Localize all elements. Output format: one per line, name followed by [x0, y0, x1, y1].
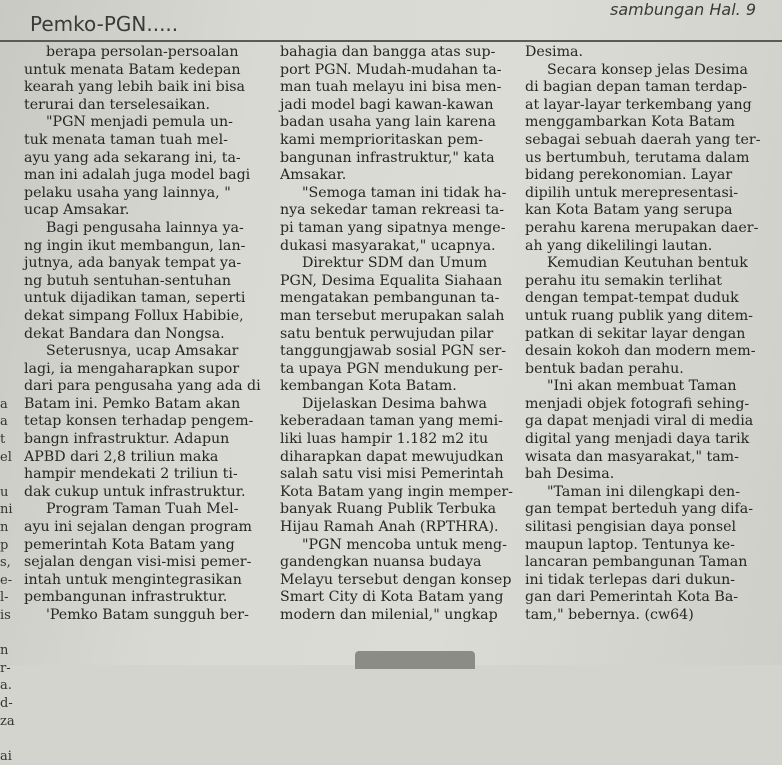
text-line: kami memprioritaskan pem- — [280, 131, 483, 148]
text-line: keberadaan taman yang memi- — [280, 413, 503, 430]
text-line: us bertumbuh, terutama dalam — [525, 149, 750, 166]
text-line: tetap konsen terhadap pengem- — [24, 413, 254, 430]
text-line: at layar-layar terkembang yang — [525, 96, 752, 113]
text-line: dukasi masyarakat," ucapnya. — [280, 237, 496, 254]
text-line: untuk menata Batam kedepan — [24, 61, 241, 78]
margin-fragment: el — [0, 449, 12, 465]
text-line: kearah yang lebih baik ini bisa — [24, 79, 246, 96]
text-line: dari para pengusaha yang ada di — [24, 378, 261, 395]
margin-fragment — [0, 202, 22, 220]
text-line: sebagai sebuah daerah yang ter- — [525, 131, 761, 148]
text-line: ayu ini sejalan dengan program — [24, 519, 253, 536]
text-line: man tersebut merupakan salah — [280, 307, 505, 324]
next-headline-edge — [355, 651, 475, 669]
text-line: gan dari Pemerintah Kota Ba- — [525, 589, 739, 606]
text-line: diharapkan dapat mewujudkan — [280, 448, 504, 465]
margin-fragment — [0, 44, 22, 62]
text-line: Seterusnya, ucap Amsakar — [46, 343, 239, 360]
text-line: jutnya, ada banyak tempat ya- — [24, 255, 242, 272]
text-line: silitasi pengisian daya ponsel — [525, 519, 737, 536]
margin-fragment — [0, 361, 22, 379]
text-line: Kota Batam yang ingin memper- — [280, 483, 513, 500]
text-line: digital yang menjadi daya tarik — [525, 431, 750, 448]
text-line: di bagian depan taman terdap- — [525, 79, 748, 96]
text-line: berapa persolan-persoalan — [46, 44, 239, 60]
text-line: kembangan Kota Batam. — [280, 378, 457, 395]
text-line: menjadi objek fotografi sehing- — [525, 395, 750, 412]
text-line: intah untuk mengintegrasikan — [24, 571, 242, 588]
text-line: dipilih untuk merepresentasi- — [525, 184, 739, 201]
text-line: dak cukup untuk infrastruktur. — [24, 483, 246, 500]
margin-fragment: za — [0, 713, 15, 729]
text-line: bah Desima. — [525, 466, 615, 483]
text-line: bentuk badan perahu. — [525, 360, 684, 377]
margin-fragment — [0, 273, 22, 291]
text-line: ta upaya PGN mendukung per- — [280, 360, 503, 377]
margin-fragment: n — [0, 643, 9, 659]
text-line: bidang perekonomian. Layar — [525, 167, 733, 184]
margin-fragment — [0, 290, 22, 308]
margin-fragment: ni — [0, 502, 13, 518]
text-line: gandengkan nuansa budaya — [280, 554, 482, 571]
text-line: man tuah melayu ini bisa men- — [280, 79, 502, 96]
text-line: dengan tempat-tempat duduk — [525, 290, 739, 307]
text-line: bangunan infrastruktur," kata — [280, 149, 495, 166]
text-line: modern dan milenial," ungkap — [280, 607, 498, 623]
margin-fragment — [0, 132, 22, 150]
text-line: liki luas hampir 1.182 m2 itu — [280, 431, 489, 448]
text-line: desain kokoh dan modern mem- — [525, 343, 756, 360]
text-line: untuk dijadikan taman, seperti — [24, 290, 246, 307]
margin-fragment — [0, 220, 22, 238]
text-line: "Ini akan membuat Taman — [547, 378, 737, 395]
text-line: jadi model bagi kawan-kawan — [280, 96, 494, 113]
margin-fragment: l- — [0, 590, 9, 606]
text-line: APBD dari 2,8 triliun maka — [24, 448, 219, 465]
text-line: ucap Amsakar. — [24, 202, 130, 219]
text-line: 'Pemko Batam sungguh ber- — [46, 607, 249, 623]
text-line: pelaku usaha yang lainnya, " — [24, 184, 231, 201]
text-line: tanggungjawab sosial PGN ser- — [280, 343, 507, 360]
text-line: mengatakan pembangunan ta- — [280, 290, 500, 307]
text-line: dekat Bandara dan Nongsa. — [24, 325, 225, 342]
text-line: nya sekedar taman rekreasi ta- — [280, 202, 505, 219]
text-line: Secara konsep jelas Desima — [547, 61, 748, 78]
text-line: "Taman ini dilengkapi den- — [547, 483, 740, 500]
margin-fragment: a. — [0, 678, 12, 694]
text-line: tam," bebernya. (cw64) — [525, 607, 694, 623]
margin-fragment: d- — [0, 695, 13, 711]
text-line: wisata dan masyarakat," tam- — [525, 448, 739, 465]
text-line: Batam ini. Pemko Batam akan — [24, 395, 241, 412]
margin-fragment: r- — [0, 660, 11, 676]
text-line: Dijelaskan Desima bahwa — [302, 395, 487, 412]
text-line: dekat simpang Follux Habibie, — [24, 307, 244, 324]
text-line: Smart City di Kota Batam yang — [280, 589, 504, 606]
text-line: hampir mendekati 2 triliun ti- — [24, 466, 238, 483]
text-line: badan usaha yang lain karena — [280, 114, 496, 131]
margin-fragment — [0, 625, 22, 643]
header-rule — [0, 40, 782, 42]
text-line: ah yang dikelilingi lautan. — [525, 237, 713, 254]
text-line: satu bentuk perwujudan pilar — [280, 325, 494, 342]
article-column-1 — [24, 44, 274, 625]
margin-fragment — [0, 62, 22, 80]
text-line: Kemudian Keutuhan bentuk — [547, 255, 748, 272]
margin-fragment — [0, 114, 22, 132]
text-line: pi taman yang sipatnya menge- — [280, 219, 506, 236]
text-line: banyak Ruang Publik Terbuka — [280, 501, 497, 518]
article-column-2 — [280, 44, 520, 625]
margin-fragment — [0, 255, 22, 273]
text-line: salah satu visi misi Pemerintah — [280, 466, 504, 483]
margin-fragment: n — [0, 520, 9, 536]
text-line: Bagi pengusaha lainnya ya- — [46, 219, 244, 236]
left-margin-fragments — [0, 44, 22, 765]
margin-fragment — [0, 343, 22, 361]
text-line: Amsakar. — [280, 167, 347, 184]
article-column-3 — [525, 44, 780, 625]
text-line: tuk menata taman tuah mel- — [24, 131, 228, 148]
text-line: gan tempat berteduh yang difa- — [525, 501, 754, 518]
margin-fragment — [0, 185, 22, 203]
text-line: maupun laptop. Tentunya ke- — [525, 536, 735, 553]
text-line: pemerintah Kota Batam yang — [24, 536, 235, 553]
margin-fragment: s, — [0, 555, 11, 571]
text-line: perahu itu semakin terlihat — [525, 272, 723, 289]
text-line: bahagia dan bangga atas sup- — [280, 44, 496, 60]
text-line: Hijau Ramah Anah (RPTHRA). — [280, 519, 499, 536]
text-line: "PGN menjadi pemula un- — [46, 114, 233, 131]
margin-fragment — [0, 326, 22, 344]
margin-fragment — [0, 238, 22, 256]
text-line: lancaran pembangunan Taman — [525, 554, 748, 571]
text-line: terurai dan terselesaikan. — [24, 96, 210, 113]
margin-fragment — [0, 730, 22, 748]
text-line: ng butuh sentuhan-sentuhan — [24, 272, 232, 289]
margin-fragment — [0, 308, 22, 326]
margin-fragment — [0, 167, 22, 185]
margin-fragment: p — [0, 537, 9, 553]
margin-fragment — [0, 150, 22, 168]
margin-fragment: ai — [0, 748, 12, 764]
text-line: Desima. — [525, 44, 584, 60]
text-line: PGN, Desima Equalita Siahaan — [280, 272, 503, 289]
margin-fragment: e- — [0, 572, 13, 588]
margin-fragment — [0, 97, 22, 115]
continuation-note: sambungan Hal. 9 — [610, 0, 756, 19]
text-line: ini tidak terlepas dari dukun- — [525, 571, 736, 588]
text-line: ga dapat menjadi viral di media — [525, 413, 754, 430]
margin-fragment: a — [0, 414, 8, 430]
text-line: lagi, ia mengaharapkan supor — [24, 360, 240, 377]
margin-fragment — [0, 378, 22, 396]
text-line: sejalan dengan visi-misi pemer- — [24, 554, 252, 571]
text-line: untuk ruang publik yang ditem- — [525, 307, 753, 324]
text-line: "PGN mencoba untuk meng- — [302, 536, 507, 553]
section-title: Pemko-PGN..... — [30, 12, 179, 36]
text-line: ayu yang ada sekarang ini, ta- — [24, 149, 241, 166]
margin-fragment — [0, 466, 22, 484]
text-line: bangn infrastruktur. Adapun — [24, 431, 230, 448]
margin-fragment: t — [0, 432, 6, 448]
margin-fragment: u — [0, 484, 9, 500]
text-line: ng ingin ikut membangun, lan- — [24, 237, 246, 254]
text-line: Melayu tersebut dengan konsep — [280, 571, 512, 588]
text-line: Program Taman Tuah Mel- — [46, 501, 239, 518]
text-line: pembangunan infrastruktur. — [24, 589, 228, 606]
text-line: man ini adalah juga model bagi — [24, 167, 251, 184]
text-line: Direktur SDM dan Umum — [302, 255, 488, 272]
text-line: menggambarkan Kota Batam — [525, 114, 736, 131]
text-line: patkan di sekitar layar dengan — [525, 325, 746, 342]
text-line: port PGN. Mudah-mudahan ta- — [280, 61, 502, 78]
margin-fragment: is — [0, 608, 11, 623]
text-line: perahu karena merupakan daer- — [525, 219, 759, 236]
text-line: "Semoga taman ini tidak ha- — [302, 184, 507, 201]
margin-fragment — [0, 79, 22, 97]
margin-fragment: a — [0, 396, 8, 412]
text-line: kan Kota Batam yang serupa — [525, 202, 733, 219]
